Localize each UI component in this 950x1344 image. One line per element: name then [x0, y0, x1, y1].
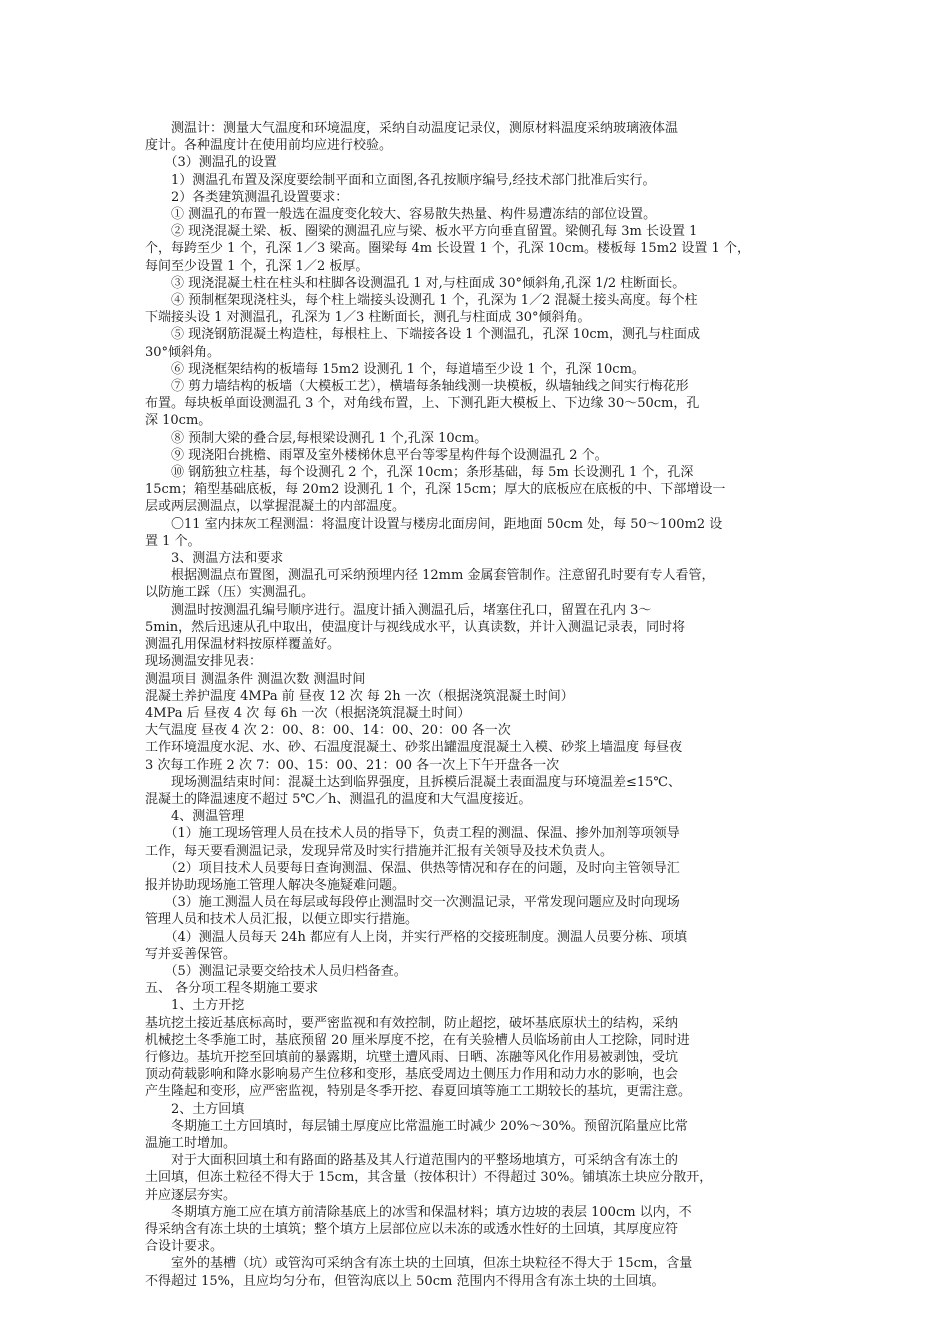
text-line: 3 次每工作班 2 次 7：00、15：00、21：00 各一次上下午开盘各一次	[145, 757, 560, 773]
text-line: 温施工时增加。	[145, 1135, 237, 1151]
text-line: 以防施工踩（压）实测温孔。	[145, 585, 315, 601]
text-line: （5）测温记录要交给技术人员归档备查。	[145, 963, 407, 979]
text-line: 行修边。基坑开挖至回填前的暴露期，坑壁土遭风雨、日晒、冻融等风化作用易被剥蚀，受坑	[145, 1049, 679, 1065]
text-line: 1）测温孔布置及深度要绘制平面和立面图,各孔按顺序编号,经技术部门批准后实行。	[145, 172, 656, 188]
text-line: （1）施工现场管理人员在技术人员的指导下，负责工程的测温、保温、掺外加剂等项领导	[145, 826, 680, 842]
text-line: 5min，然后迅速从孔中取出，使温度计与视线成水平，认真读数，并计入测温记录表，同时将	[145, 619, 686, 635]
text-line: （3）测温孔的设置	[145, 155, 277, 171]
text-line: ⑩ 钢筋独立柱基，每个设测孔 2 个，孔深 10cm；条形基础，每 5m 长设测孔 1 个，孔深	[145, 465, 694, 481]
text-line: 对于大面积回填土和有路面的路基及其人行道范围内的平整场地填方，可采纳含有冻土的	[145, 1153, 679, 1169]
text-line: 〇11 室内抹灰工程测温：将温度计设置与楼房北面房间，距地面 50cm 处，每 50～100m2 设	[145, 516, 723, 532]
text-line: 混凝土的降温速度不超过 5℃／h、测温孔的温度和大气温度接近。	[145, 791, 532, 807]
document-body	[145, 120, 807, 1290]
text-line: ④ 预制框架现浇柱头，每个柱上端接头设测孔 1 个，孔深为 1／2 混凝土接头高度。每个柱	[145, 293, 698, 309]
text-line: （4）测温人员每天 24h 都应有人上岗，并实行严格的交接班制度。测温人员要分栋、项填	[145, 929, 687, 945]
text-line: 工作环境温度水泥、水、砂、石温度混凝土、砂浆出罐温度混凝土入模、砂浆上墙温度 每昼夜	[145, 740, 683, 756]
text-line: 4MPa 后 昼夜 4 次 每 6h 一次（根据浇筑混凝土时间）	[145, 705, 471, 721]
text-line: 报并协助现场施工管理人解决冬施疑难问题。	[145, 877, 406, 893]
text-line: 基坑挖土接近基底标高时，要严密监视和有效控制，防止超挖，破坏基底原状土的结构，采纳	[145, 1015, 679, 1031]
text-line: 混凝土养护温度 4MPa 前 昼夜 12 次 每 2h 一次（根据浇筑混凝土时间）	[145, 688, 574, 704]
text-line: 30°倾斜角。	[145, 344, 221, 360]
text-line: 下端接头设 1 对测温孔，孔深为 1／3 柱断面长，测孔与柱面成 30°倾斜角。	[145, 310, 591, 326]
text-line: ② 现浇混凝土梁、板、圈梁的测温孔应与梁、板水平方向垂直留置。梁侧孔每 3m 长设置 1	[145, 224, 698, 240]
text-line: 1、土方开挖	[145, 998, 245, 1014]
text-line: 4、测温管理	[145, 809, 245, 825]
text-line: （2）项目技术人员要每日查询测温、保温、供热等情况和存在的问题，及时向主管领导汇	[145, 860, 680, 876]
text-line: 冬期施工土方回填时，每层铺土厚度应比常温施工时减少 20%～30%。预留沉陷量应比常	[145, 1118, 688, 1134]
text-line: 工作，每天要看测温记录，发现异常及时实行措施并汇报有关领导及技术负责人。	[145, 843, 614, 859]
text-line: 布置。每块板单面设测温孔 3 个，对角线布置，上、下测孔距大模板上、下边缘 30～50cm，孔	[145, 396, 700, 412]
text-line: ① 测温孔的布置一般选在温度变化较大、容易散失热量、构件易遭冻结的部位设置。	[145, 207, 657, 223]
text-line: 测温时按测温孔编号顺序进行。温度计插入测温孔后，堵塞住孔口，留置在孔内 3～	[145, 602, 652, 618]
text-line: 产生隆起和变形，应严密监视，特别是冬季开挖、春夏回填等施工工期较长的基坑，更需注意。	[145, 1084, 692, 1100]
text-line: 现场测温结束时间：混凝土达到临界强度，且拆模后混凝土表面温度与环境温差≤15℃、	[145, 774, 681, 790]
text-line: ③ 现浇混凝土柱在柱头和柱脚各设测温孔 1 对,与柱面成 30°倾斜角,孔深 1/2 柱断面长。	[145, 275, 686, 291]
text-line: 2）各类建筑测温孔设置要求：	[145, 189, 349, 205]
text-line: 冬期填方施工应在填方前清除基底上的冰雪和保温材料；填方边坡的表层 100cm 以内，不	[145, 1204, 692, 1220]
text-line: 置 1 个。	[145, 533, 201, 549]
text-line: 15cm；箱型基础底板，每 20m2 设测孔 1 个，孔深 15cm；厚大的底板应在底板的中、下部增设一	[145, 482, 726, 498]
text-line: 顶动荷载影响和降水影响易产生位移和变形，基底受周边土侧压力作用和动力水的影响，也会	[145, 1067, 679, 1083]
text-line: ⑧ 预制大梁的叠合层,每根梁设测孔 1 个,孔深 10cm。	[145, 430, 488, 446]
text-line: 机械挖土冬季施工时，基底预留 20 厘米厚度不挖，在有关验槽人员临场前由人工挖除，同时进	[145, 1032, 690, 1048]
text-line: 度计。各种温度计在使用前均应进行校验。	[145, 138, 393, 154]
text-line: 室外的基槽（坑）或管沟可采纳含有冻土块的土回填，但冻土块粒径不得大于 15cm，含量	[145, 1256, 693, 1272]
text-line: 现场测温安排见表：	[145, 654, 263, 670]
text-line: ⑤ 现浇钢筋混凝土构造柱，每根柱上、下端接各设 1 个测温孔，孔深 10cm，测孔与柱面成	[145, 327, 700, 343]
text-line: ⑨ 现浇阳台挑檐、雨罩及室外楼梯休息平台等零星构件每个设测温孔 2 个。	[145, 447, 608, 463]
text-line: 土回填，但冻土粒径不得大于 15cm，其含量（按体积计）不得超过 30%。铺填冻土块应分散开，	[145, 1170, 713, 1186]
text-line: 写并妥善保管。	[145, 946, 237, 962]
text-line: 并应逐层夯实。	[145, 1187, 237, 1203]
text-line: 得采纳含有冻土块的土填筑；整个填方上层部位应以未冻的或透水性好的土回填，其厚度应符	[145, 1222, 679, 1237]
text-line: 不得超过 15%，且应均匀分布，但管沟底以上 50cm 范围内不得用含有冻土块的土回填。	[145, 1273, 665, 1289]
text-line: 每间至少设置 1 个，孔深 1／2 板厚。	[145, 258, 369, 274]
text-line: 测温孔用保温材料按原样覆盖好。	[145, 637, 341, 653]
text-line: 个，每跨至少 1 个，孔深 1／3 梁高。圈梁每 4m 长设置 1 个，孔深 10cm。楼板每 15m2 设置 1 个，	[145, 241, 750, 257]
text-line: 深 10cm。	[145, 413, 212, 429]
text-line: （3）施工测温人员在每层或每段停止测温时交一次测温记录，平常发现问题应及时向现场	[145, 895, 680, 911]
text-line: 五、 各分项工程冬期施工要求	[145, 981, 319, 997]
text-line: 2、土方回填	[145, 1101, 245, 1117]
text-line: 合设计要求。	[145, 1239, 224, 1255]
text-line: 测温计：测量大气温度和环境温度，采纳自动温度记录仪，测原材料温度采纳玻璃液体温	[145, 121, 679, 136]
text-line: ⑦ 剪力墙结构的板墙（大模板工艺），横墙每条轴线测一块模板，纵墙轴线之间实行梅花形	[145, 379, 689, 395]
text-line: 管理人员和技术人员汇报，以便立即实行措施。	[145, 912, 419, 928]
text-line: 根据测温点布置图，测温孔可采纳预埋内径 12mm 金属套管制作。注意留孔时要有专人看管，	[145, 568, 715, 584]
text-line: 大气温度 昼夜 4 次 2：00、8：00、14：00、20：00 各一次	[145, 723, 511, 739]
text-line: 层或两层测温点，以掌握混凝土的内部温度。	[145, 499, 406, 515]
text-line: ⑥ 现浇框架结构的板墙每 15m2 设测孔 1 个，每道墙至少设 1 个，孔深 10cm。	[145, 361, 645, 377]
text-line: 3、测温方法和要求	[145, 551, 284, 567]
text-line: 测温项目 测温条件 测温次数 测温时间	[145, 671, 366, 687]
